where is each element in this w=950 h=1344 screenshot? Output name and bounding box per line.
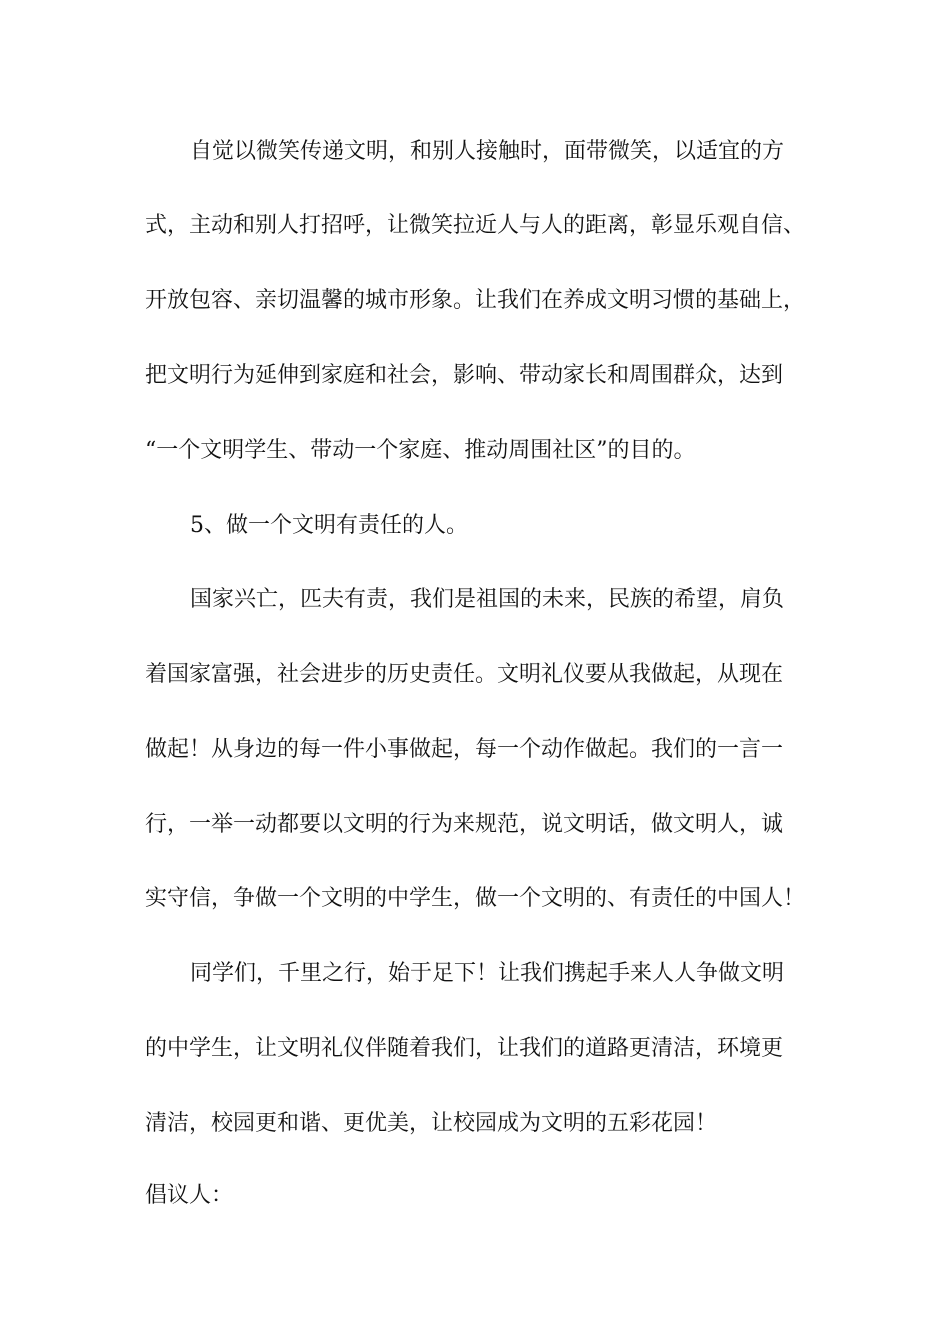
paragraph-line: 同学们，千里之行，始于足下！让我们携起手来人人争做文明 [190, 961, 785, 986]
section-heading: 5、做一个文明有责任的人。 [190, 513, 468, 538]
paragraph-line: 国家兴亡，匹夫有责，我们是祖国的未来，民族的希望，肩负 [190, 587, 785, 612]
paragraph-line: 实守信，争做一个文明的中学生，做一个文明的、有责任的中国人！ [145, 886, 806, 911]
paragraph-line: “一个文明学生、带动一个家庭、推动周围社区”的目的。 [145, 438, 696, 463]
paragraph-line: 把文明行为延伸到家庭和社会，影响、带动家长和周围群众，达到 [145, 363, 784, 388]
paragraph-line: 做起！从身边的每一件小事做起，每一个动作做起。我们的一言一 [145, 737, 784, 762]
paragraph-line: 清洁，校园更和谐、更优美，让校园成为文明的五彩花园！ [145, 1111, 718, 1136]
paragraph-line: 行，一举一动都要以文明的行为来规范，说文明话，做文明人，诚 [145, 812, 784, 837]
paragraph-line: 式，主动和别人打招呼，让微笑拉近人与人的距离，彰显乐观自信、 [145, 213, 806, 238]
paragraph-line: 自觉以微笑传递文明，和别人接触时，面带微笑，以适宜的方 [190, 139, 785, 164]
paragraph-line: 的中学生，让文明礼仪伴随着我们，让我们的道路更清洁，环境更 [145, 1036, 784, 1061]
signature-label: 倡议人： [145, 1183, 234, 1208]
paragraph-line: 开放包容、亲切温馨的城市形象。让我们在养成文明习惯的基础上， [145, 288, 806, 313]
paragraph-line: 着国家富强，社会进步的历史责任。文明礼仪要从我做起，从现在 [145, 662, 784, 687]
